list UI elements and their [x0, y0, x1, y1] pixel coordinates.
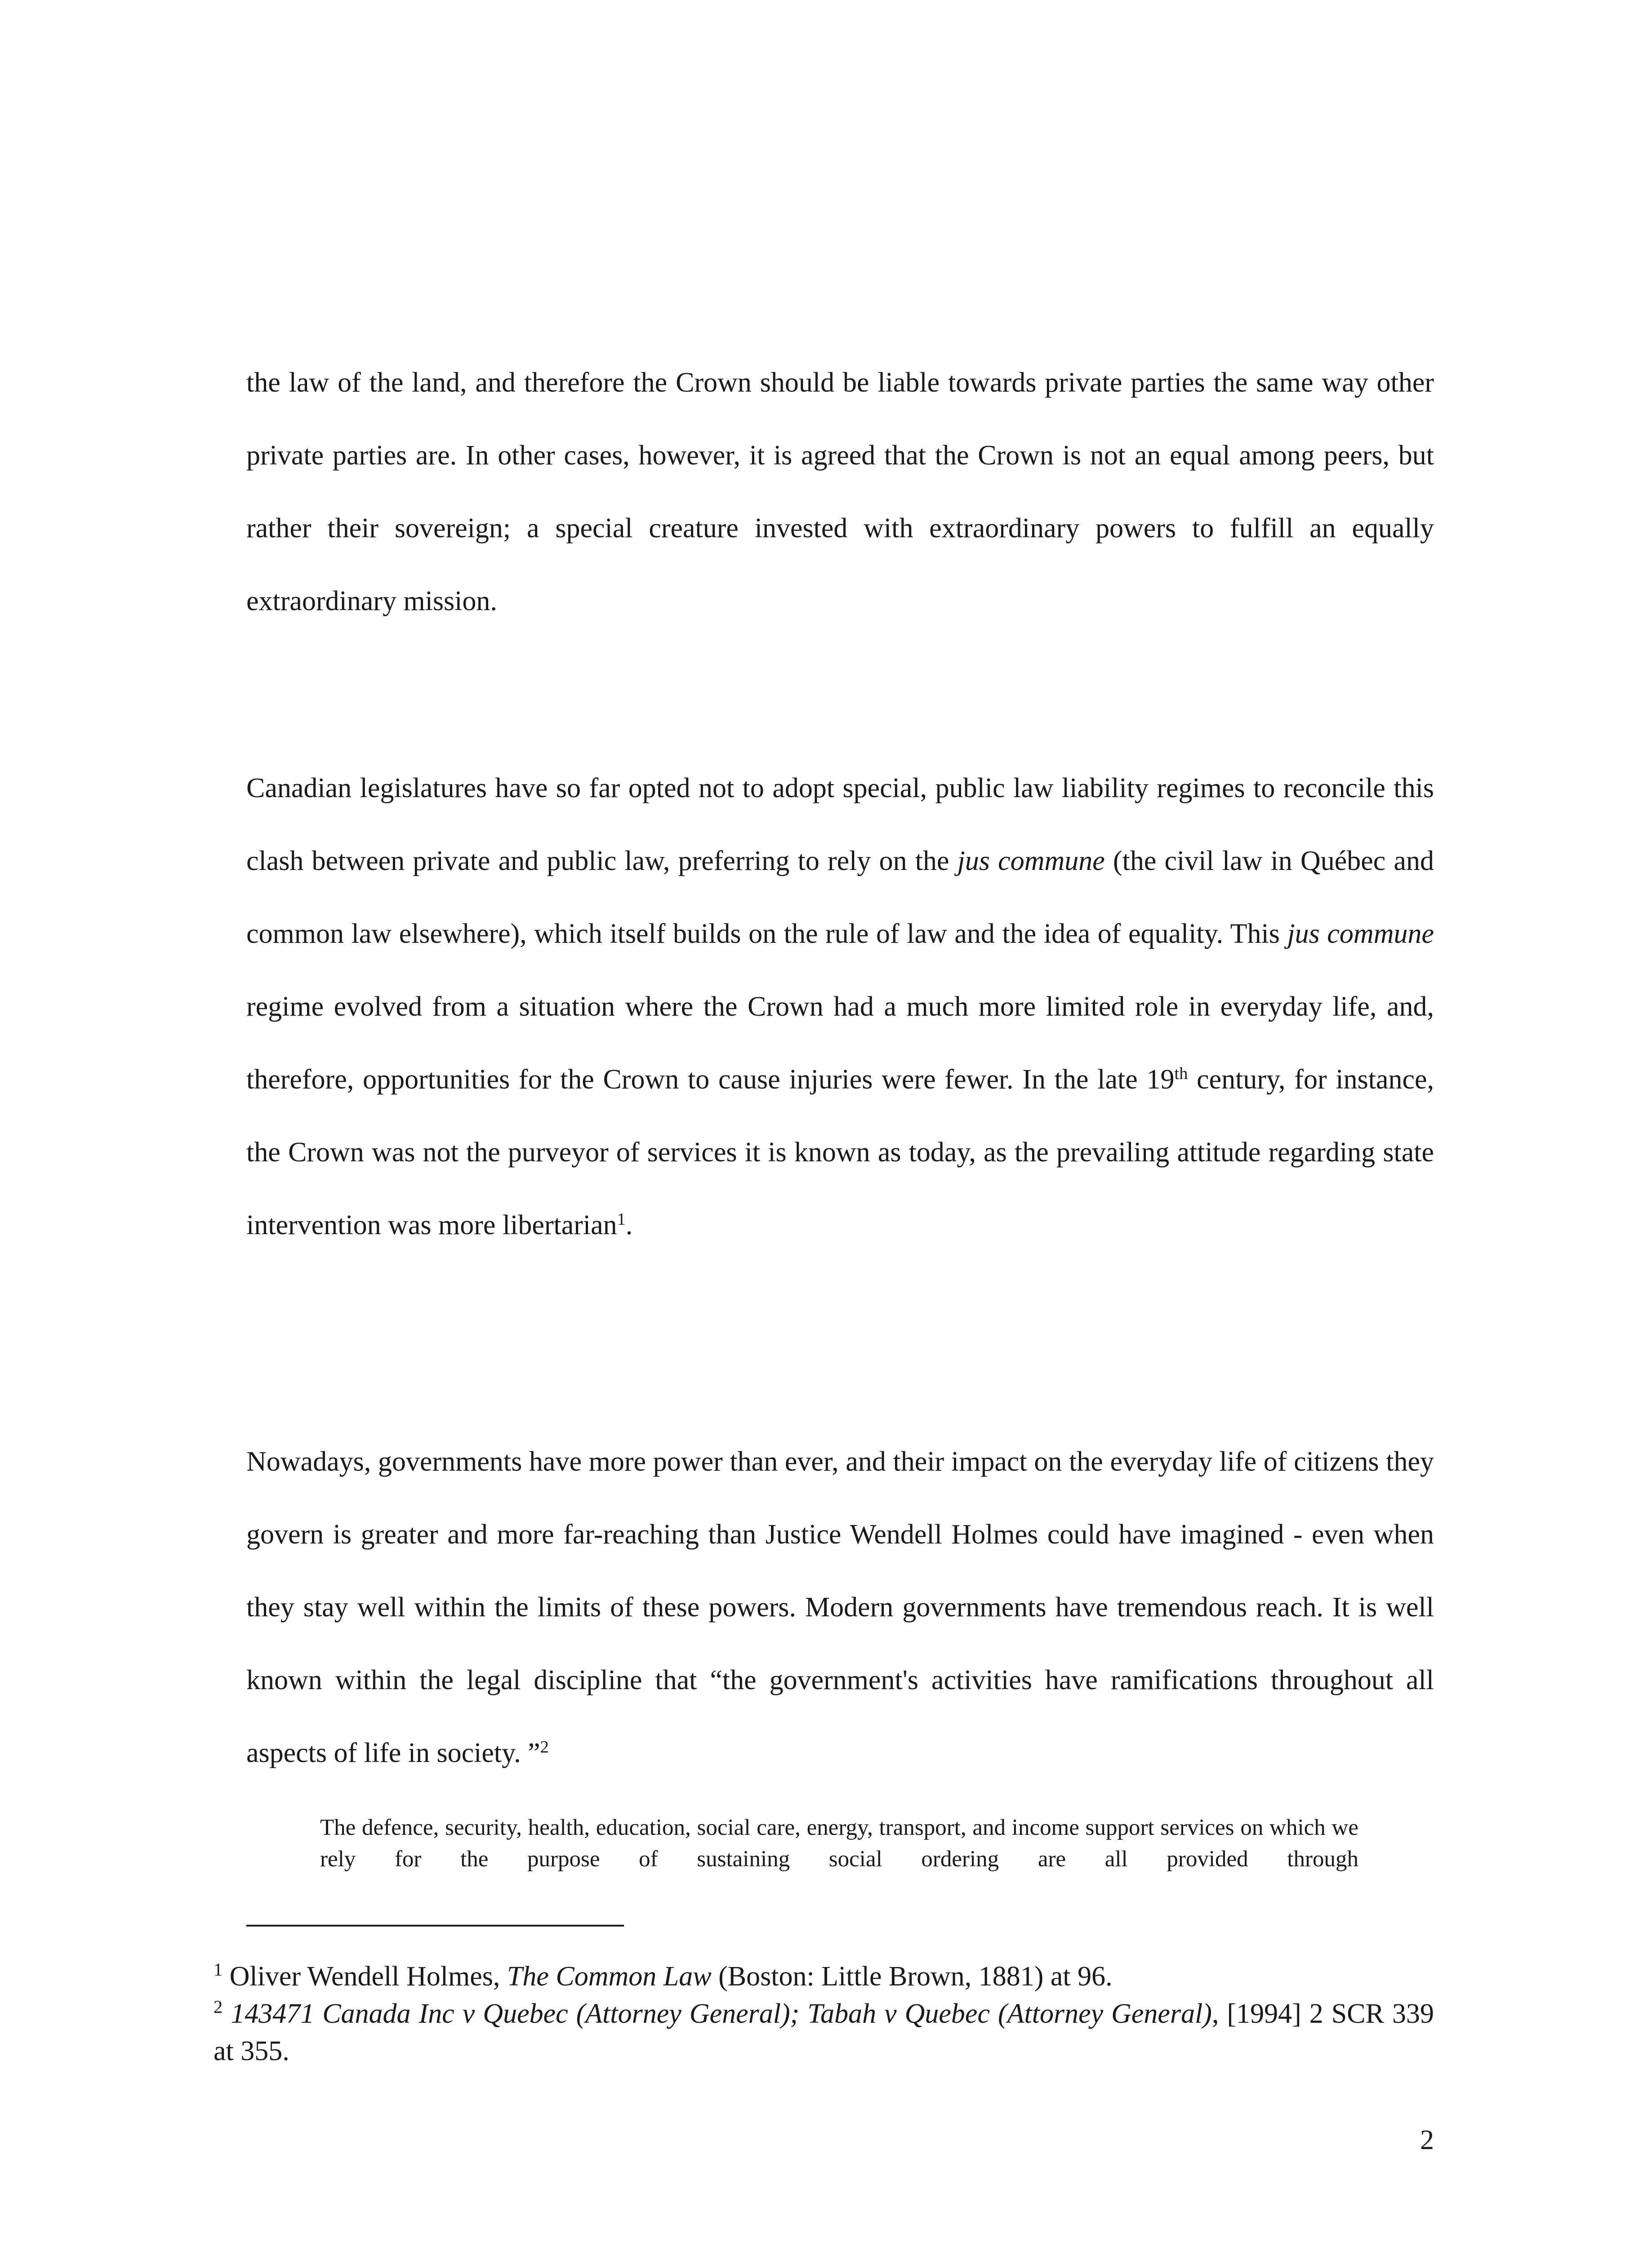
ordinal-superscript: th: [1174, 1064, 1188, 1083]
footnotes: [214, 1958, 1434, 2070]
footnote-2: [214, 1995, 1434, 2070]
footnote-separator: [246, 1925, 624, 1927]
paragraph-2-text-c: regime evolved from a situation where the Crown had a much more limited role in everyday life, and, therefore, opportunities for the Crown to cause injuries were fewer. In the late 19: [246, 991, 1434, 1095]
paragraph-1-text: the law of the land, and therefore the Crown should be liable towards private parties the same way other private parties are. In other cases, however, it is agreed that the Crown is not an equal among peers, but rather their sovereign; a special creature invested with extraordinary powers to fulfill an equally extraordinary mission.: [246, 367, 1434, 616]
footnote-1-text-b: (Boston: Little Brown, 1881) at 96.: [711, 1961, 1113, 1992]
footnote-ref-1[interactable]: 1: [617, 1209, 626, 1229]
paragraph-3: [246, 1425, 1434, 1789]
paragraph-2-italic-jus-commune-2: jus commune: [1287, 919, 1434, 949]
page-number: 2: [1420, 2125, 1434, 2155]
footnote-1-italic-title: The Common Law: [507, 1961, 712, 1992]
paragraph-2-text-a: Canadian legislatures have so far opted not to adopt special, public law liability regimes to reconcile this clash between private and public law, preferring to rely on the: [246, 773, 1434, 876]
footnote-1-text-a: Oliver Wendell Holmes,: [223, 1961, 507, 1992]
paragraph-2: [246, 752, 1434, 1262]
footnote-2-italic-case-name: 143471 Canada Inc v Quebec (Attorney General); Tabah v Quebec (Attorney General): [231, 1998, 1212, 2029]
footnote-ref-2[interactable]: 2: [540, 1737, 549, 1757]
paragraph-2-text-d: century, for instance, the Crown was not the purveyor of services it is known as today, as the prevailing attitude regarding state intervention was more libertarian: [246, 1064, 1434, 1240]
paragraph-2-text-e: .: [625, 1210, 633, 1240]
footnote-2-text-b: , [1994] 2 SCR 339 at 355.: [214, 1998, 1434, 2066]
paragraph-2-italic-jus-commune-1: jus commune: [957, 846, 1105, 876]
block-quote: The defence, security, health, education, social care, energy, transport, and income support services on which we rely for the purpose of sustaining social ordering are all provided through: [320, 1815, 1358, 1872]
paragraph-3-text: Nowadays, governments have more power than ever, and their impact on the everyday life of citizens they govern is greater and more far-reaching than Justice Wendell Holmes could have imagined - even when they stay well within the limits of these powers. Modern governments have tremendous reach. It is well known within the legal discipline that “the government's activities have ramifications throughout all aspects of life in society. ”: [246, 1446, 1434, 1768]
footnote-1-number: 1: [214, 1959, 223, 1980]
footnote-2-number: 2: [214, 1996, 223, 2017]
footnote-1: [214, 1958, 1434, 1995]
paragraph-1: [246, 346, 1434, 638]
paragraph-2-text-b: (the civil law in Québec and common law elsewhere), which itself builds on the rule of law and the idea of equality. This: [246, 846, 1434, 949]
footnote-2-text-a: [223, 1998, 231, 2029]
